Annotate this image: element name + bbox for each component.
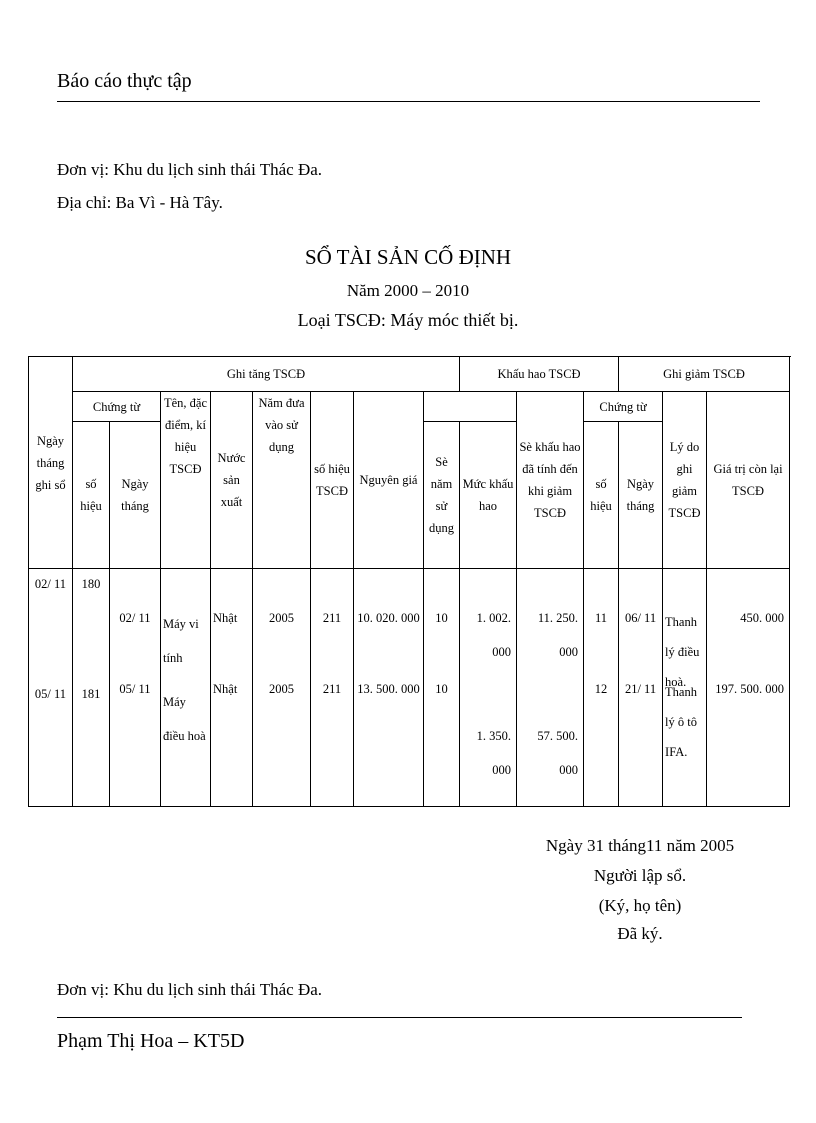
row-1-asset-no: 211: [322, 611, 342, 625]
row-1-cost: 10. 020. 000: [357, 611, 420, 625]
group-depreciation-header: Khấu hao TSCĐ: [460, 357, 619, 392]
row-year-uses: [253, 569, 311, 807]
row-1-name: Máy vi tính: [163, 617, 199, 665]
row-1-dep-rate-a: 1. 002.: [476, 611, 511, 625]
row-1-dep-rate-b: 000: [492, 645, 511, 659]
footer-unit: Đơn vị: Khu du lịch sinh thái Thác Đa.: [57, 980, 323, 999]
row-dec-nos: [584, 569, 619, 807]
row-2-voucher-no: 181: [81, 687, 101, 701]
col-remaining-header: Giá trị còn lại TSCĐ: [707, 392, 790, 569]
signature-date: Ngày 31 tháng11 năm 2005: [545, 836, 735, 855]
col-dec-no-header: số hiệu: [584, 422, 619, 569]
row-2-remaining: 197. 500. 000: [715, 682, 785, 696]
row-2-year-use: 2005: [269, 682, 294, 696]
row-2-dep-accum-b: 000: [559, 763, 578, 777]
signature-note: (Ký, họ tên): [598, 896, 682, 915]
footer-author: Phạm Thị Hoa – KT5D: [57, 1030, 245, 1052]
col-year-use-header: Năm đưa vào sử dụng: [253, 392, 311, 569]
row-reasons: [663, 569, 707, 807]
footer-divider: [57, 1017, 742, 1018]
asset-ledger-table: [28, 356, 790, 807]
decrease-voucher-subheader: Chứng từ: [584, 392, 663, 422]
row-2-date: 05/ 11: [34, 687, 67, 701]
document-category: Loại TSCĐ: Máy móc thiết bị.: [297, 310, 519, 330]
document-title: SỔ TÀI SẢN CỐ ĐỊNH: [304, 245, 512, 269]
group-increase-header: Ghi tăng TSCĐ: [73, 357, 460, 392]
row-costs: [354, 569, 424, 807]
document-years: Năm 2000 – 2010: [346, 281, 470, 300]
header-title: Báo cáo thực tập: [57, 70, 192, 92]
row-dates: [29, 569, 73, 807]
col-dec-date-header: Ngày tháng: [619, 422, 663, 569]
row-1-dec-no: 11: [594, 611, 608, 625]
row-voucher-dates: [110, 569, 161, 807]
row-2-asset-no: 211: [322, 682, 342, 696]
row-1-dep-accum-a: 11. 250.: [537, 611, 578, 625]
signature-role: Người lập sổ.: [593, 866, 687, 885]
row-2-dec-date: 21/ 11: [624, 682, 657, 696]
header-divider: [57, 101, 760, 102]
org-unit: Đơn vị: Khu du lịch sinh thái Thác Đa.: [57, 160, 323, 179]
row-dep-rates: [460, 569, 517, 807]
col-voucher-no-header: số hiệu: [73, 422, 110, 569]
row-1-year-use: 2005: [269, 611, 294, 625]
col-name-header: Tên, đặc điểm, kí hiệu TSCĐ: [161, 392, 211, 569]
org-address: Địa chỉ: Ba Vì - Hà Tây.: [57, 193, 223, 212]
row-1-voucher-date: 02/ 11: [119, 611, 151, 625]
row-1-country: Nhật: [213, 611, 238, 625]
col-date-header: Ngày tháng ghi sổ: [29, 357, 73, 569]
row-1-years-used: 10: [435, 611, 448, 625]
group-decrease-header: Ghi giảm TSCĐ: [619, 357, 790, 392]
row-1-dec-date: 06/ 11: [624, 611, 657, 625]
row-2-cost: 13. 500. 000: [357, 682, 420, 696]
row-2-name: Máy điều hoà: [163, 695, 206, 743]
row-dep-accums: [517, 569, 584, 807]
row-2-dep-rate-b: 000: [492, 763, 511, 777]
col-years-used-header: Sè năm sử dụng: [424, 422, 460, 569]
row-names: [161, 569, 211, 807]
depreciation-blank-subheader: [424, 392, 517, 422]
row-2-dec-no: 12: [594, 682, 608, 696]
col-cost-header: Nguyên giá: [354, 392, 424, 569]
voucher-subheader: Chứng từ: [73, 392, 161, 422]
row-1-reason: Thanh lý điều hoà.: [665, 615, 700, 689]
row-countries: [211, 569, 253, 807]
col-dep-rate-header: Mức khấu hao: [460, 422, 517, 569]
row-1-dep-accum-b: 000: [559, 645, 578, 659]
row-2-country: Nhật: [213, 682, 238, 696]
row-remainings: [707, 569, 790, 807]
row-1-voucher-no: 180: [81, 577, 101, 591]
col-country-header: Nước sản xuất: [211, 392, 253, 569]
col-asset-no-header: số hiệu TSCĐ: [311, 392, 354, 569]
row-2-years-used: 10: [435, 682, 448, 696]
col-voucher-date-header: Ngày tháng: [110, 422, 161, 569]
row-1-date: 02/ 11: [34, 577, 67, 591]
row-years-used: [424, 569, 460, 807]
row-voucher-nos: [73, 569, 110, 807]
row-1-remaining: 450. 000: [740, 611, 785, 625]
row-asset-nos: [311, 569, 354, 807]
table-row: [29, 569, 790, 807]
col-reason-header: Lý do ghi giảm TSCĐ: [663, 392, 707, 569]
row-dec-dates: [619, 569, 663, 807]
row-2-dep-accum-a: 57. 500.: [537, 729, 578, 743]
row-2-voucher-date: 05/ 11: [119, 682, 151, 696]
col-dep-accum-header: Sè khấu hao đã tính đến khi giảm TSCĐ: [517, 392, 584, 569]
signature-status: Đã ký.: [617, 924, 663, 943]
row-2-dep-rate-a: 1. 350.: [476, 729, 511, 743]
row-2-reason: Thanh lý ô tô IFA.: [665, 685, 697, 759]
